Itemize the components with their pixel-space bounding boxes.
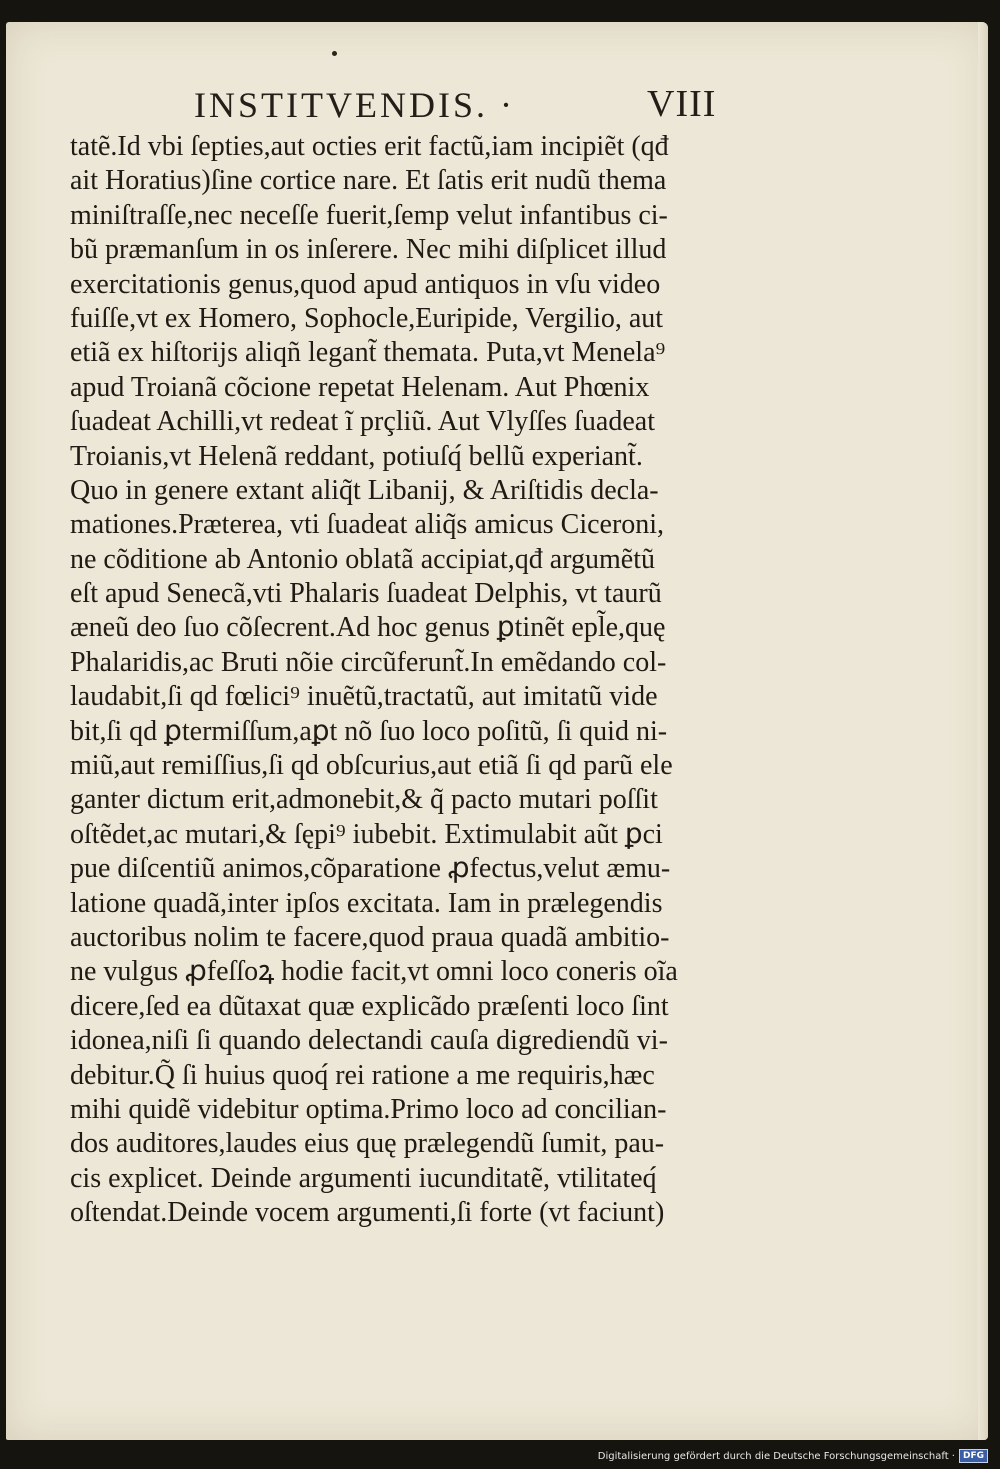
text-line: oſtendat.Deinde vocem argumenti,ſi forte (vt faciunt) [70,1197,665,1229]
dfg-logo-icon: DFG [959,1449,988,1463]
text-line: Troianis,vt Helenã reddant, potiuſq́ bellũ experiant̃. [70,440,643,472]
text-line: dicere,ſed ea dũtaxat quæ explicãdo præſenti loco ſint [70,990,669,1022]
text-line: ne vulgus ꝓfeſſoꝝ hodie facit,vt omni loco coneris oĩa [70,956,678,988]
text-line: tatẽ.Id vbi ſepties,aut octies erit factũ,iam incipiẽt (qđ [70,131,669,162]
text-line: bit,ſi qd ꝑtermiſſum,aꝑt nõ ſuo loco poſitũ, ſi quid ni- [70,715,668,747]
page-edge [978,22,988,1440]
footer-credit-bar [598,1449,988,1463]
text-line: laudabit,ſi qd fœlici⁹ inuẽtũ,tractatũ, aut imitatũ vide [70,681,658,713]
text-line: latione quadã,inter ipſos excitata. Iam in prælegendis [70,887,663,919]
text-line: auctoribus nolim te facere,quod praua quadã ambitio- [70,921,670,953]
text-line: miniſtraſſe,nec neceſſe fuerit,ſemp velut infantibus ci- [70,199,668,231]
folio-number: VIII [647,83,717,125]
text-line: mationes.Præterea, vti ſuadeat aliq̃s amicus Ciceroni, [70,509,665,541]
book-page [6,22,988,1440]
text-line: ait Horatius)ſine cortice nare. Et ſatis erit nudũ thema [70,165,667,197]
text-line: ne cõditione ab Antonio oblatã accipiat,qđ argumẽtũ [70,543,655,575]
text-line: fuiſſe,vt ex Homero, Sophocle,Euripide, Vergilio, aut [70,302,664,334]
text-line: pue diſcentiũ animos,cõparatione ꝓfectus,velut æmu- [70,853,671,885]
text-line: miũ,aut remiſſius,ſi qd obſcurius,aut etiã ſi qd parũ ele [70,750,673,782]
text-line: dos auditores,laudes eius quę prælegendũ ſumit, pau- [70,1128,665,1160]
text-line: debitur.Q̃ ſi huius quoq́ rei ratione a me requiris,hæc [70,1059,655,1091]
text-line: idonea,niſi ſi quando delectandi cauſa digrediendũ vi- [70,1025,668,1057]
text-line: apud Troianã cõcione repetat Helenam. Aut Phœnix [70,371,650,403]
text-line: ſuadeat Achilli,vt redeat ĩ prçliũ. Aut Vlyſſes ſuadeat [70,406,655,438]
text-line: etiã ex hiſtorijs aliqñ legant̃ themata. Puta,vt Menela⁹ [70,337,666,369]
text-line: mihi quidẽ videbitur optima.Primo loco ad concilian- [70,1093,667,1125]
text-line: Quo in genere extant aliq̃t Libanij, & Ariſtidis decla- [70,474,659,506]
funding-credit: Digitalisierung gefördert durch die Deutsche Forschungsgemeinschaft · [597,1450,955,1462]
text-line: ganter dictum erit,admonebit,& q̃ pacto mutari poſſit [70,784,658,816]
text-line: bũ præmanſum in os inſerere. Nec mihi diſplicet illud [70,234,667,266]
body-text-block [70,130,770,1231]
ink-dot [332,51,337,56]
text-line: exercitationis genus,quod apud antiquos in vſu video [70,268,661,300]
text-line: oſtẽdet,ac mutari,& ſępi⁹ iubebit. Extimulabit aũt ꝑci [70,818,663,850]
text-line: æneũ deo ſuo cõſecrent.Ad hoc genus ꝑtinẽt epl̃e,quę [70,612,666,644]
text-line: eſt apud Senecã,vti Phalaris ſuadeat Delphis, vt taurũ [70,578,662,610]
text-line: cis explicet. Deinde argumenti iucunditatẽ, vtilitateq́ [70,1162,657,1194]
running-title: INSTITVENDIS. · [194,85,515,125]
text-line: Phalaridis,ac Bruti nõie circũferunt̃.In emẽdando col- [70,646,667,678]
